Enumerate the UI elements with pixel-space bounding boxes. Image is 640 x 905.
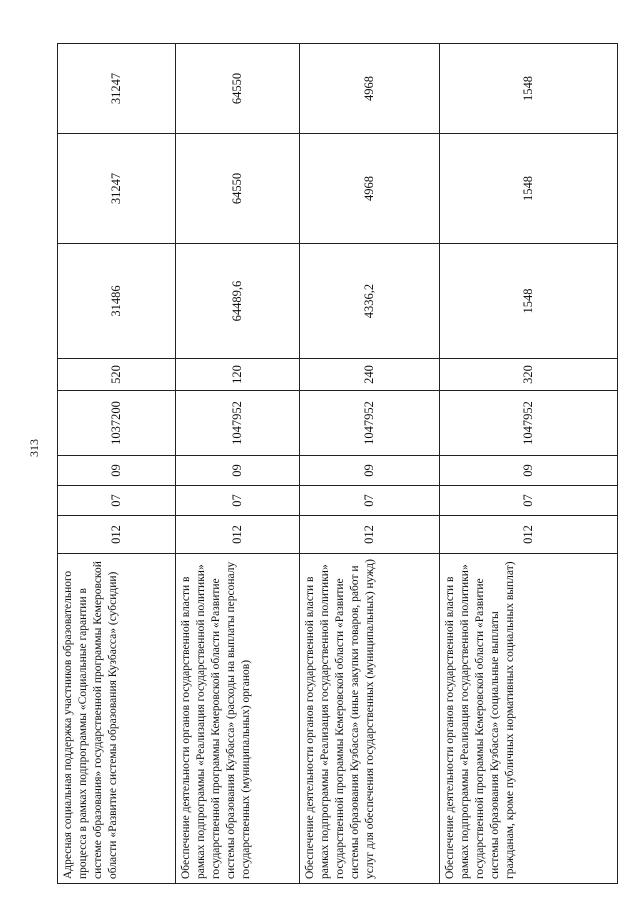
expense-type-code: 240 [300,359,440,391]
row-description: Обеспечение деятельности органов государственной власти в рамках подпрограммы «Реализация государственной политики» государственной программы Кемеровской области «Развитие системы образования Кузбасса» (иные закупки товаров, работ и услуг для обеспечения государственных (муниципальных) нужд) [300,554,440,884]
amount-3: 64550 [176,44,300,134]
row-description: Обеспечение деятельности органов государственной власти в рамках подпрограммы «Реализация государственной политики» государственной программы Кемеровской области «Развитие системы образования Кузбасса» (социальные выплаты гражданам, кроме публичных нормативных социальных выплат) [440,554,618,884]
section-code: 07 [58,486,176,516]
amount-3: 31247 [58,44,176,134]
amount-2: 1548 [440,134,618,244]
row-description: Обеспечение деятельности органов государственной власти в рамках подпрограммы «Реализация государственной политики» государственной программы Кемеровской области «Развитие системы образования Кузбасса» (расходы на выплаты персоналу государственных (муниципальных) органов) [176,554,300,884]
expense-type-code: 120 [176,359,300,391]
amount-1: 31486 [58,244,176,359]
ministry-code: 012 [440,516,618,554]
ministry-code: 012 [300,516,440,554]
expense-type-code: 320 [440,359,618,391]
amount-3: 1548 [440,44,618,134]
target-article-code: 1047952 [440,391,618,456]
section-code: 07 [440,486,618,516]
row-description: Адресная социальная поддержка участников образовательного процесса в рамках подпрограммы «Социальные гарантии в системе образования» государственной программы Кемеровской области «Развитие системы образования Кузбасса» (субсидии) [58,554,176,884]
expense-type-code: 520 [58,359,176,391]
amount-3: 4968 [300,44,440,134]
subsection-code: 09 [300,456,440,486]
target-article-code: 1037200 [58,391,176,456]
amount-1: 64489,6 [176,244,300,359]
amount-1: 4336,2 [300,244,440,359]
amount-2: 31247 [58,134,176,244]
amount-2: 4968 [300,134,440,244]
subsection-code: 09 [58,456,176,486]
table-row [300,44,440,884]
amount-1: 1548 [440,244,618,359]
section-code: 07 [176,486,300,516]
ministry-code: 012 [58,516,176,554]
amount-2: 64550 [176,134,300,244]
table-row [58,44,176,884]
section-code: 07 [300,486,440,516]
target-article-code: 1047952 [300,391,440,456]
table-row [176,44,300,884]
target-article-code: 1047952 [176,391,300,456]
page-number: 313 [27,439,41,457]
subsection-code: 09 [176,456,300,486]
table-row [440,44,618,884]
budget-table [57,43,618,884]
rotated-table-container [57,44,617,884]
subsection-code: 09 [440,456,618,486]
ministry-code: 012 [176,516,300,554]
